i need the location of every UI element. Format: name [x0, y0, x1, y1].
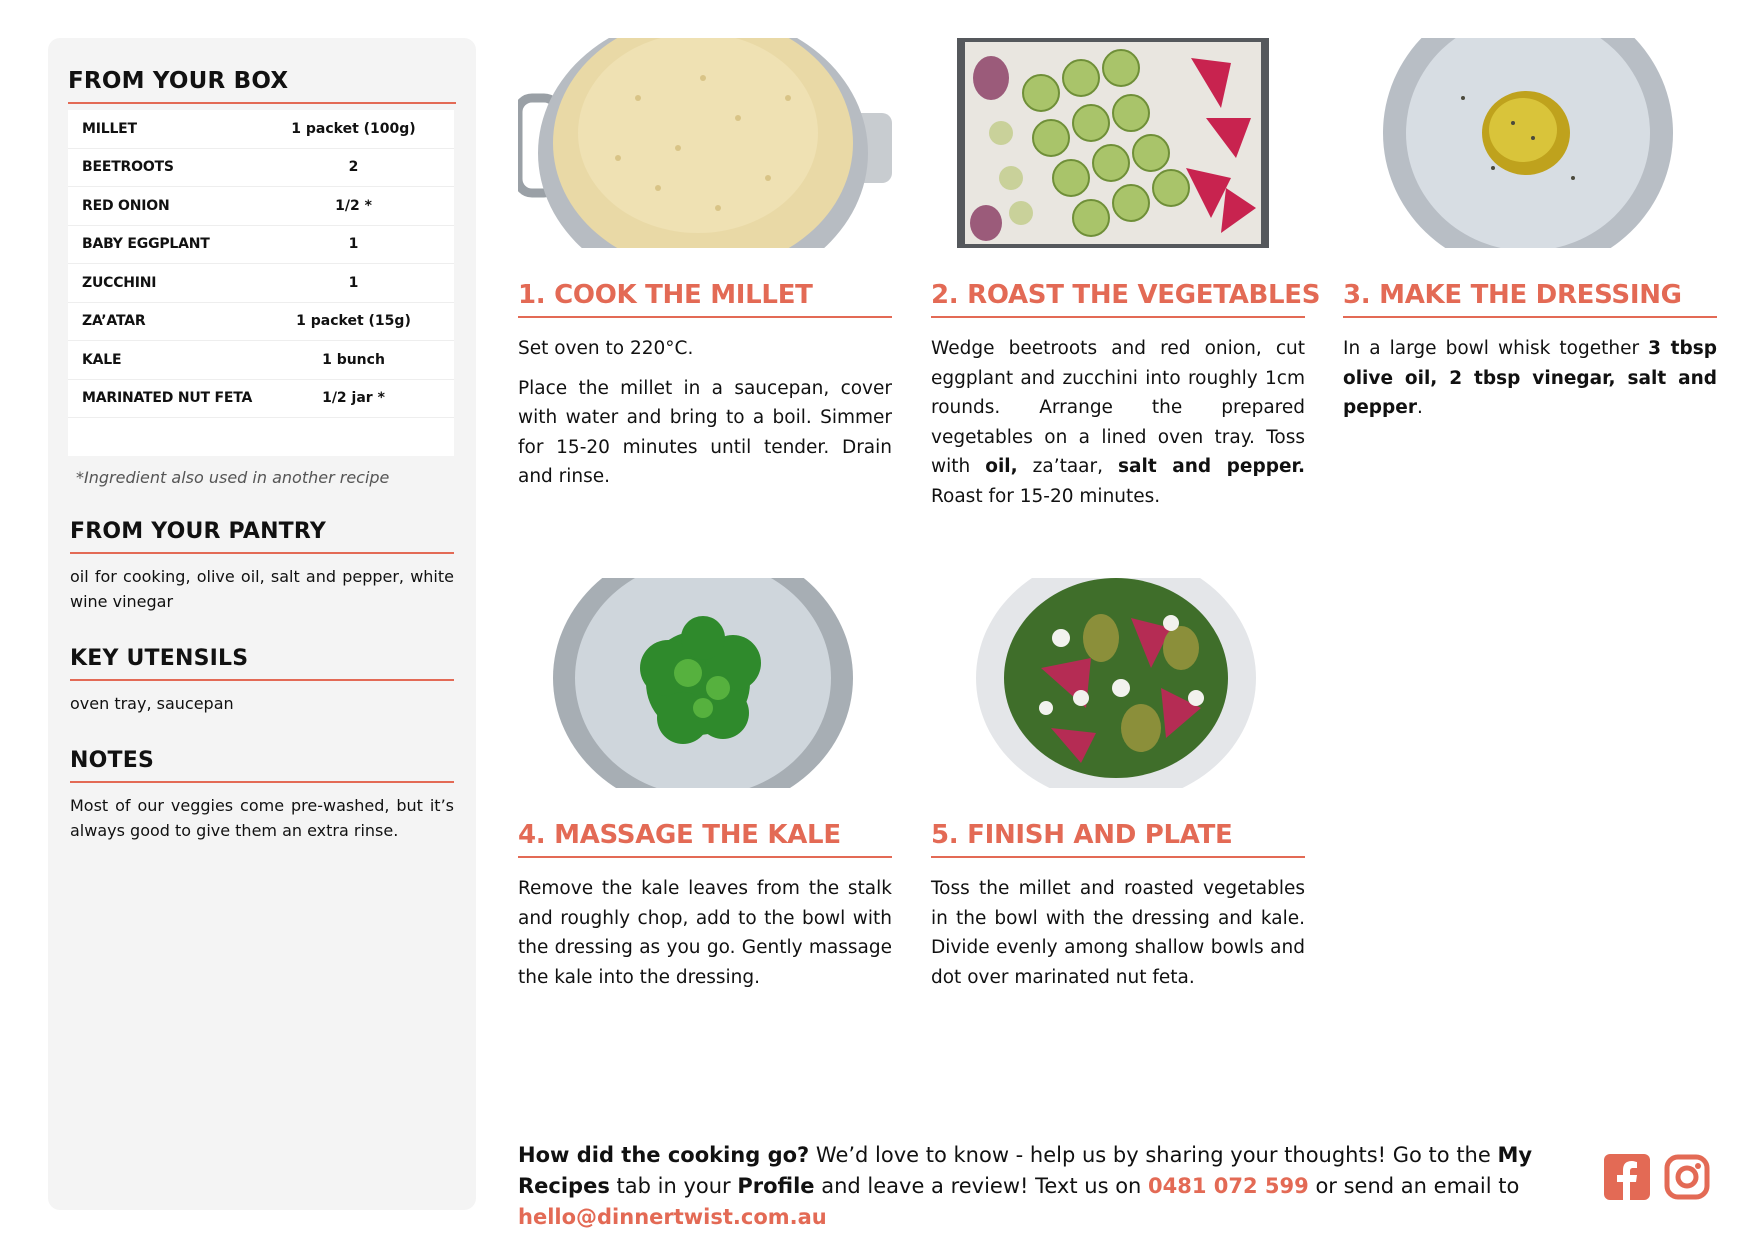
- table-row-empty: [68, 418, 454, 456]
- step-5: [931, 578, 1305, 992]
- step-1: [518, 38, 892, 492]
- pantry-text: oil for cooking, olive oil, salt and pepper, white wine vinegar: [70, 567, 454, 611]
- step-3-b1: 3 tbsp olive oil, 2 tbsp vinegar, salt and pepper: [1343, 338, 1717, 418]
- step-3-t2: .: [1416, 397, 1423, 418]
- email-link[interactable]: hello@dinnertwist.com.au: [518, 1205, 827, 1229]
- notes-section: [68, 748, 456, 843]
- step-2-t2: za’taar,: [1017, 456, 1118, 477]
- footer-t3: and leave a review! Text us on: [814, 1174, 1149, 1198]
- step-2-title: 2. ROAST THE VEGETABLES: [931, 280, 1305, 318]
- utensils-text: oven tray, saucepan: [70, 694, 234, 713]
- table-row: [68, 264, 454, 303]
- review-question: How did the cooking go?: [518, 1143, 810, 1167]
- notes-heading: NOTES: [70, 748, 454, 783]
- ingredient-qty: 1 packet (15g): [296, 313, 411, 330]
- step-2-b2: salt and pepper.: [1118, 456, 1306, 477]
- phone-link[interactable]: 0481 072 599: [1148, 1174, 1309, 1198]
- ingredient-qty: 1 packet (100g): [291, 120, 416, 137]
- instagram-icon[interactable]: [1664, 1154, 1710, 1200]
- ingredient-name: BABY EGGPLANT: [82, 236, 210, 253]
- notes-text: Most of our veggies come pre-washed, but it’s always good to give them an extra rinse.: [70, 796, 454, 840]
- step-5-text: Toss the millet and roasted vegetables in the bowl with the dressing and kale. Divide evenly among shallow bowls and dot over marinated nut feta.: [931, 878, 1305, 988]
- utensils-section: [68, 646, 456, 716]
- step-2-t1: Wedge beetroots and red onion, cut eggplant and zucchini into roughly 1cm rounds. Arrange the prepared vegetables on a lined oven tray. Toss with: [931, 338, 1305, 477]
- step-3: [1343, 38, 1717, 423]
- ingredient-name: BEETROOTS: [82, 159, 174, 176]
- step-2-t3: Roast for 15-20 minutes.: [931, 485, 1161, 507]
- pantry-section: [68, 519, 456, 614]
- utensils-heading: KEY UTENSILS: [70, 646, 454, 681]
- ingredient-name: KALE: [82, 351, 122, 368]
- step-4: [518, 578, 892, 992]
- ingredient-footnote: *Ingredient also used in another recipe: [76, 468, 390, 487]
- footer-t2: tab in your: [609, 1174, 738, 1198]
- ingredient-qty: 1: [348, 236, 359, 253]
- step-1-text: [518, 334, 892, 492]
- dressing-photo: [1343, 38, 1717, 248]
- pantry-heading: FROM YOUR PANTRY: [70, 519, 454, 554]
- ingredient-name: ZA’ATAR: [82, 313, 146, 330]
- table-row: [68, 226, 454, 265]
- from-your-box-heading: FROM YOUR BOX: [68, 68, 456, 104]
- step-3-title: 3. MAKE THE DRESSING: [1343, 280, 1717, 318]
- footer-t4: or send an email to: [1308, 1174, 1520, 1198]
- millet-photo: [518, 38, 892, 248]
- ingredient-name: ZUCCHINI: [82, 274, 157, 291]
- step-2-text: [931, 334, 1305, 511]
- ingredient-qty: 1 bunch: [322, 351, 385, 368]
- ingredient-qty: 1/2 *: [335, 197, 372, 214]
- ingredient-qty: 1: [348, 274, 359, 291]
- my-recipes-label: My Recipes: [518, 1143, 1533, 1198]
- profile-label: Profile: [737, 1174, 815, 1198]
- table-row: [68, 110, 454, 149]
- ingredient-name: RED ONION: [82, 197, 170, 214]
- ingredient-name: MARINATED NUT FETA: [82, 390, 253, 407]
- step-1-p2: Place the millet in a saucepan, cover with water and bring to a boil. Simmer for 15-20 minutes until tender. Drain and rinse.: [518, 377, 892, 487]
- table-row: [68, 303, 454, 342]
- step-1-title: 1. COOK THE MILLET: [518, 280, 892, 318]
- step-5-title: 5. FINISH AND PLATE: [931, 820, 1305, 858]
- table-row: [68, 149, 454, 188]
- table-row: [68, 341, 454, 380]
- roast-vegetables-photo: [931, 38, 1305, 248]
- step-2-b1: oil,: [985, 456, 1018, 477]
- ingredient-qty: 2: [348, 159, 359, 176]
- facebook-icon[interactable]: [1604, 1154, 1650, 1200]
- ingredients-table: [68, 110, 454, 456]
- ingredient-qty: 1/2 jar *: [322, 390, 385, 407]
- step-3-t1: In a large bowl whisk together: [1343, 338, 1649, 359]
- step-4-text: Remove the kale leaves from the stalk and roughly chop, add to the bowl with the dressing as you go. Gently massage the kale into the dressing.: [518, 878, 892, 988]
- step-1-p1: Set oven to 220°C.: [518, 338, 694, 359]
- step-3-text: [1343, 334, 1717, 423]
- step-2: [931, 38, 1321, 511]
- review-prompt: [518, 1140, 1578, 1233]
- table-row: [68, 187, 454, 226]
- finished-plate-photo: [931, 578, 1305, 788]
- ingredients-panel: [48, 38, 476, 1210]
- kale-photo: [518, 578, 892, 788]
- table-row: [68, 380, 454, 419]
- footer-t1: We’d love to know - help us by sharing your thoughts! Go to the: [809, 1143, 1498, 1167]
- ingredient-name: MILLET: [82, 120, 137, 137]
- step-4-title: 4. MASSAGE THE KALE: [518, 820, 892, 858]
